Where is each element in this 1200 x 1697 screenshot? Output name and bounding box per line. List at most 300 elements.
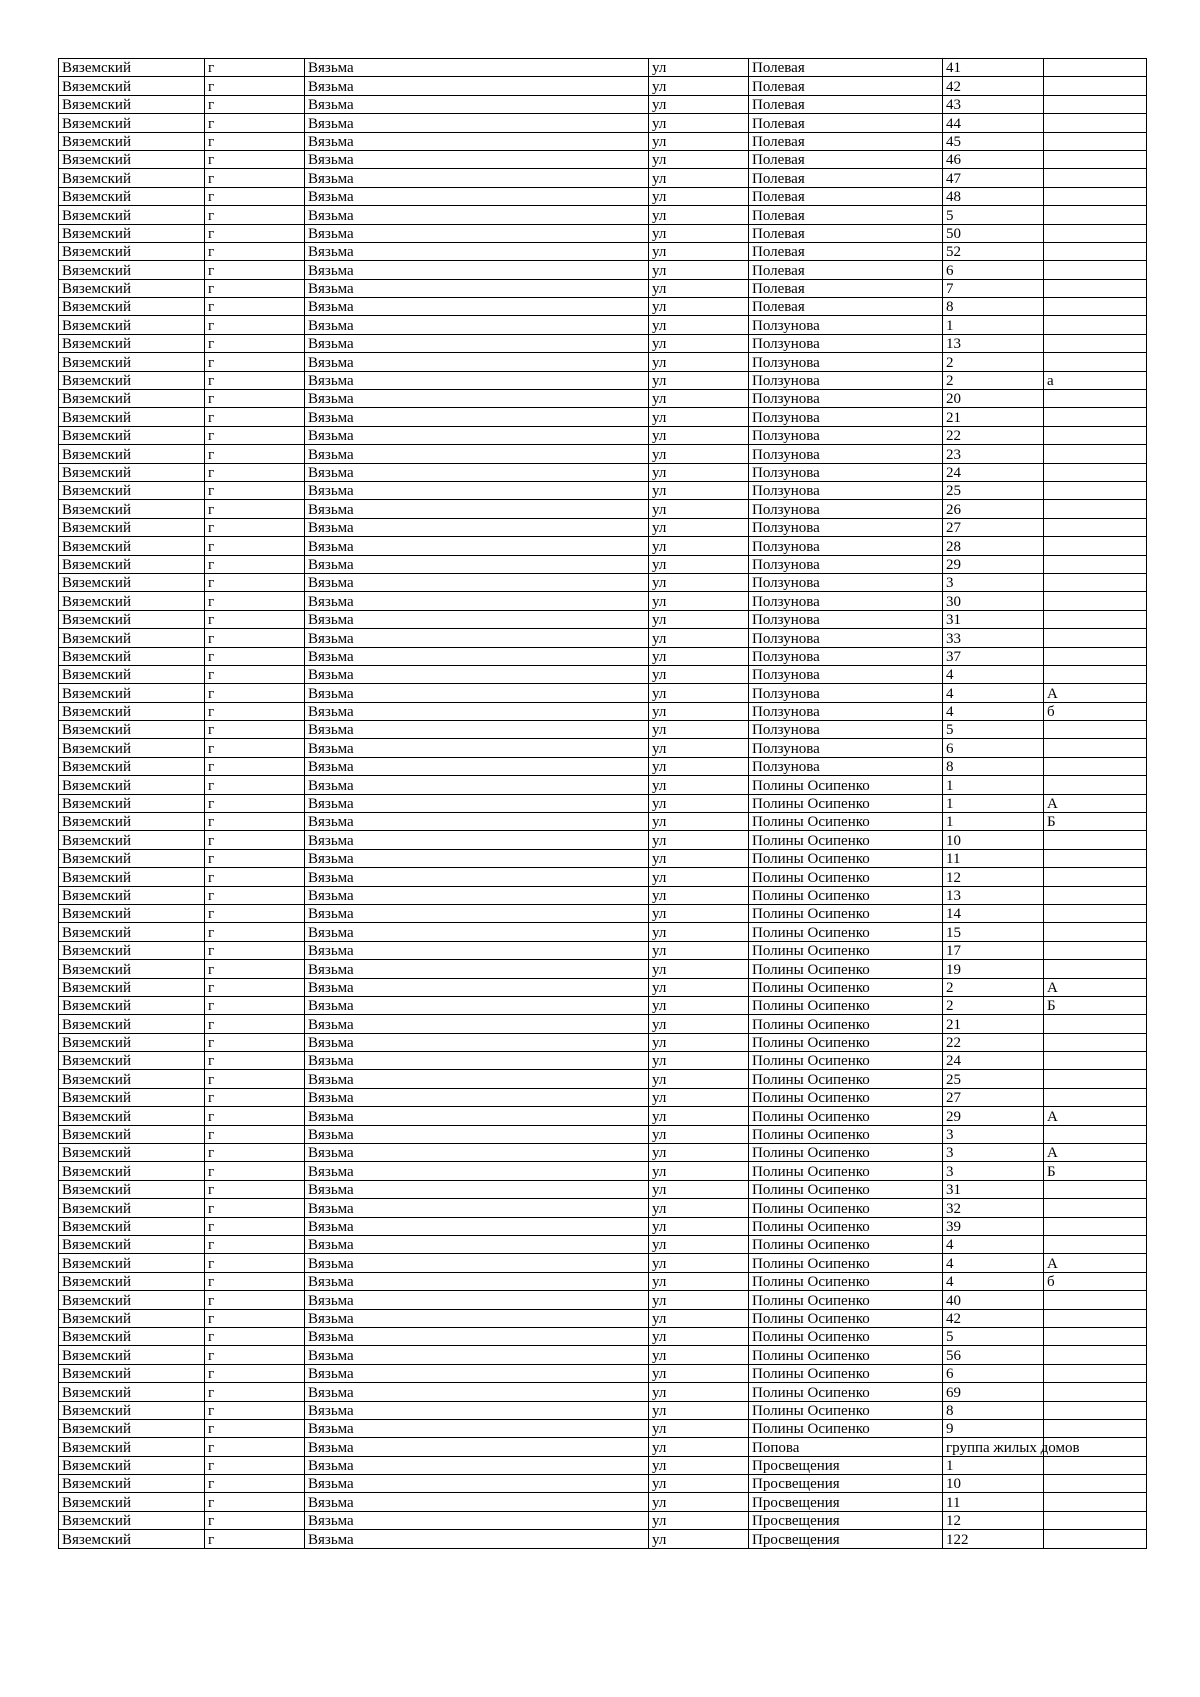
street-type-cell: ул xyxy=(649,132,749,150)
house-number-cell: 52 xyxy=(943,242,1044,260)
table-row xyxy=(59,1254,1147,1272)
locality-cell: Вязьма xyxy=(305,390,649,408)
building-letter-cell xyxy=(1044,776,1147,794)
street-type-cell: ул xyxy=(649,242,749,260)
table-row xyxy=(59,114,1147,132)
building-letter-cell xyxy=(1044,665,1147,683)
table-row xyxy=(59,1070,1147,1088)
street-cell: Полевая xyxy=(749,298,943,316)
district-cell: Вяземский xyxy=(59,1180,205,1198)
locality-type-cell: г xyxy=(205,923,305,941)
house-number-cell: 25 xyxy=(943,1070,1044,1088)
address-table xyxy=(58,58,1147,1549)
house-number-cell: группа жилых домов xyxy=(943,1438,1044,1456)
locality-cell: Вязьма xyxy=(305,996,649,1014)
building-letter-cell: А xyxy=(1044,1254,1147,1272)
house-number-cell: 39 xyxy=(943,1217,1044,1235)
street-type-cell: ул xyxy=(649,813,749,831)
locality-type-cell: г xyxy=(205,500,305,518)
locality-cell: Вязьма xyxy=(305,334,649,352)
building-letter-cell xyxy=(1044,592,1147,610)
table-row xyxy=(59,923,1147,941)
locality-type-cell: г xyxy=(205,390,305,408)
street-type-cell: ул xyxy=(649,537,749,555)
street-type-cell: ул xyxy=(649,408,749,426)
building-letter-cell: А xyxy=(1044,1107,1147,1125)
locality-cell: Вязьма xyxy=(305,1401,649,1419)
street-type-cell: ул xyxy=(649,206,749,224)
table-row xyxy=(59,261,1147,279)
locality-cell: Вязьма xyxy=(305,1033,649,1051)
locality-type-cell: г xyxy=(205,757,305,775)
house-number-cell: 1 xyxy=(943,794,1044,812)
house-number-cell: 3 xyxy=(943,1162,1044,1180)
table-row xyxy=(59,1438,1147,1456)
table-row xyxy=(59,739,1147,757)
district-cell: Вяземский xyxy=(59,95,205,113)
district-cell: Вяземский xyxy=(59,1088,205,1106)
locality-cell: Вязьма xyxy=(305,1254,649,1272)
street-cell: Полины Осипенко xyxy=(749,978,943,996)
street-cell: Ползунова xyxy=(749,665,943,683)
street-type-cell: ул xyxy=(649,996,749,1014)
table-row xyxy=(59,463,1147,481)
street-cell: Просвещения xyxy=(749,1456,943,1474)
house-number-cell: 14 xyxy=(943,904,1044,922)
street-cell: Ползунова xyxy=(749,647,943,665)
locality-type-cell: г xyxy=(205,1236,305,1254)
building-letter-cell xyxy=(1044,426,1147,444)
locality-type-cell: г xyxy=(205,481,305,499)
street-type-cell: ул xyxy=(649,371,749,389)
street-cell: Просвещения xyxy=(749,1493,943,1511)
street-type-cell: ул xyxy=(649,629,749,647)
building-letter-cell xyxy=(1044,1346,1147,1364)
locality-type-cell: г xyxy=(205,1217,305,1235)
table-row xyxy=(59,1236,1147,1254)
street-type-cell: ул xyxy=(649,1291,749,1309)
table-row xyxy=(59,1493,1147,1511)
street-cell: Полевая xyxy=(749,95,943,113)
table-row xyxy=(59,1144,1147,1162)
table-row xyxy=(59,316,1147,334)
district-cell: Вяземский xyxy=(59,1199,205,1217)
house-number-cell: 24 xyxy=(943,463,1044,481)
locality-type-cell: г xyxy=(205,610,305,628)
locality-type-cell: г xyxy=(205,702,305,720)
street-type-cell: ул xyxy=(649,610,749,628)
locality-type-cell: г xyxy=(205,426,305,444)
street-cell: Ползунова xyxy=(749,316,943,334)
locality-type-cell: г xyxy=(205,1364,305,1382)
district-cell: Вяземский xyxy=(59,169,205,187)
building-letter-cell xyxy=(1044,132,1147,150)
street-type-cell: ул xyxy=(649,665,749,683)
street-type-cell: ул xyxy=(649,445,749,463)
district-cell: Вяземский xyxy=(59,481,205,499)
locality-cell: Вязьма xyxy=(305,1475,649,1493)
street-type-cell: ул xyxy=(649,1401,749,1419)
locality-cell: Вязьма xyxy=(305,1419,649,1437)
district-cell: Вяземский xyxy=(59,1383,205,1401)
street-type-cell: ул xyxy=(649,59,749,77)
locality-cell: Вязьма xyxy=(305,721,649,739)
building-letter-cell xyxy=(1044,960,1147,978)
street-cell: Полины Осипенко xyxy=(749,1401,943,1419)
locality-cell: Вязьма xyxy=(305,481,649,499)
street-cell: Полевая xyxy=(749,224,943,242)
street-type-cell: ул xyxy=(649,978,749,996)
district-cell: Вяземский xyxy=(59,1162,205,1180)
table-row xyxy=(59,1401,1147,1419)
street-cell: Полины Осипенко xyxy=(749,868,943,886)
table-row xyxy=(59,1309,1147,1327)
street-type-cell: ул xyxy=(649,261,749,279)
street-cell: Ползунова xyxy=(749,721,943,739)
street-type-cell: ул xyxy=(649,1346,749,1364)
district-cell: Вяземский xyxy=(59,206,205,224)
street-type-cell: ул xyxy=(649,1088,749,1106)
street-type-cell: ул xyxy=(649,757,749,775)
street-cell: Ползунова xyxy=(749,537,943,555)
house-number-cell: 22 xyxy=(943,1033,1044,1051)
house-number-cell: 19 xyxy=(943,960,1044,978)
table-row xyxy=(59,242,1147,260)
district-cell: Вяземский xyxy=(59,1493,205,1511)
locality-type-cell: г xyxy=(205,279,305,297)
house-number-cell: 6 xyxy=(943,261,1044,279)
building-letter-cell xyxy=(1044,1475,1147,1493)
locality-type-cell: г xyxy=(205,1125,305,1143)
locality-cell: Вязьма xyxy=(305,445,649,463)
locality-cell: Вязьма xyxy=(305,279,649,297)
street-type-cell: ул xyxy=(649,1511,749,1529)
street-type-cell: ул xyxy=(649,1236,749,1254)
table-row xyxy=(59,1033,1147,1051)
street-cell: Просвещения xyxy=(749,1475,943,1493)
locality-type-cell: г xyxy=(205,978,305,996)
building-letter-cell xyxy=(1044,849,1147,867)
district-cell: Вяземский xyxy=(59,187,205,205)
locality-cell: Вязьма xyxy=(305,573,649,591)
building-letter-cell xyxy=(1044,1199,1147,1217)
table-row xyxy=(59,95,1147,113)
locality-cell: Вязьма xyxy=(305,1530,649,1548)
street-type-cell: ул xyxy=(649,1419,749,1437)
locality-cell: Вязьма xyxy=(305,1088,649,1106)
street-type-cell: ул xyxy=(649,923,749,941)
street-type-cell: ул xyxy=(649,1199,749,1217)
street-type-cell: ул xyxy=(649,1254,749,1272)
street-type-cell: ул xyxy=(649,849,749,867)
district-cell: Вяземский xyxy=(59,721,205,739)
house-number-cell: 8 xyxy=(943,757,1044,775)
building-letter-cell: А xyxy=(1044,978,1147,996)
building-letter-cell xyxy=(1044,95,1147,113)
street-type-cell: ул xyxy=(649,1327,749,1345)
street-cell: Ползунова xyxy=(749,610,943,628)
street-cell: Полины Осипенко xyxy=(749,996,943,1014)
locality-type-cell: г xyxy=(205,1309,305,1327)
street-cell: Просвещения xyxy=(749,1511,943,1529)
street-cell: Ползунова xyxy=(749,555,943,573)
house-number-cell: 6 xyxy=(943,739,1044,757)
locality-cell: Вязьма xyxy=(305,95,649,113)
locality-type-cell: г xyxy=(205,463,305,481)
locality-type-cell: г xyxy=(205,316,305,334)
building-letter-cell: а xyxy=(1044,371,1147,389)
locality-cell: Вязьма xyxy=(305,1070,649,1088)
street-type-cell: ул xyxy=(649,224,749,242)
building-letter-cell xyxy=(1044,1236,1147,1254)
building-letter-cell xyxy=(1044,114,1147,132)
street-cell: Полины Осипенко xyxy=(749,813,943,831)
street-type-cell: ул xyxy=(649,1107,749,1125)
house-number-cell: 5 xyxy=(943,721,1044,739)
street-cell: Полины Осипенко xyxy=(749,1015,943,1033)
district-cell: Вяземский xyxy=(59,831,205,849)
locality-type-cell: г xyxy=(205,1493,305,1511)
building-letter-cell xyxy=(1044,831,1147,849)
table-row xyxy=(59,978,1147,996)
locality-cell: Вязьма xyxy=(305,77,649,95)
locality-type-cell: г xyxy=(205,1383,305,1401)
locality-cell: Вязьма xyxy=(305,1125,649,1143)
house-number-cell: 3 xyxy=(943,1125,1044,1143)
locality-type-cell: г xyxy=(205,831,305,849)
street-type-cell: ул xyxy=(649,1438,749,1456)
locality-cell: Вязьма xyxy=(305,960,649,978)
table-row xyxy=(59,500,1147,518)
district-cell: Вяземский xyxy=(59,390,205,408)
locality-cell: Вязьма xyxy=(305,978,649,996)
district-cell: Вяземский xyxy=(59,1217,205,1235)
locality-cell: Вязьма xyxy=(305,224,649,242)
building-letter-cell xyxy=(1044,886,1147,904)
street-cell: Ползунова xyxy=(749,353,943,371)
building-letter-cell xyxy=(1044,242,1147,260)
house-number-cell: 1 xyxy=(943,316,1044,334)
street-cell: Ползунова xyxy=(749,500,943,518)
house-number-cell: 30 xyxy=(943,592,1044,610)
street-cell: Полины Осипенко xyxy=(749,1236,943,1254)
locality-cell: Вязьма xyxy=(305,1309,649,1327)
locality-cell: Вязьма xyxy=(305,1162,649,1180)
house-number-cell: 6 xyxy=(943,1364,1044,1382)
street-type-cell: ул xyxy=(649,114,749,132)
street-type-cell: ул xyxy=(649,684,749,702)
district-cell: Вяземский xyxy=(59,573,205,591)
house-number-cell: 25 xyxy=(943,481,1044,499)
building-letter-cell xyxy=(1044,408,1147,426)
locality-type-cell: г xyxy=(205,573,305,591)
street-type-cell: ул xyxy=(649,481,749,499)
table-row xyxy=(59,224,1147,242)
locality-type-cell: г xyxy=(205,1530,305,1548)
street-type-cell: ул xyxy=(649,1015,749,1033)
locality-cell: Вязьма xyxy=(305,1272,649,1290)
street-cell: Полины Осипенко xyxy=(749,1162,943,1180)
house-number-cell: 23 xyxy=(943,445,1044,463)
street-type-cell: ул xyxy=(649,334,749,352)
district-cell: Вяземский xyxy=(59,1125,205,1143)
house-number-cell: 13 xyxy=(943,334,1044,352)
table-row xyxy=(59,757,1147,775)
district-cell: Вяземский xyxy=(59,923,205,941)
house-number-cell: 1 xyxy=(943,1456,1044,1474)
locality-type-cell: г xyxy=(205,261,305,279)
locality-type-cell: г xyxy=(205,371,305,389)
locality-type-cell: г xyxy=(205,592,305,610)
locality-cell: Вязьма xyxy=(305,408,649,426)
street-cell: Полины Осипенко xyxy=(749,1291,943,1309)
district-cell: Вяземский xyxy=(59,426,205,444)
table-row xyxy=(59,960,1147,978)
locality-type-cell: г xyxy=(205,1272,305,1290)
locality-cell: Вязьма xyxy=(305,463,649,481)
street-type-cell: ул xyxy=(649,941,749,959)
house-number-cell: 10 xyxy=(943,831,1044,849)
house-number-cell: 4 xyxy=(943,702,1044,720)
locality-type-cell: г xyxy=(205,95,305,113)
building-letter-cell xyxy=(1044,1088,1147,1106)
building-letter-cell xyxy=(1044,445,1147,463)
street-type-cell: ул xyxy=(649,886,749,904)
house-number-cell: 27 xyxy=(943,518,1044,536)
table-row xyxy=(59,334,1147,352)
street-cell: Полевая xyxy=(749,59,943,77)
street-cell: Полевая xyxy=(749,150,943,168)
district-cell: Вяземский xyxy=(59,629,205,647)
district-cell: Вяземский xyxy=(59,886,205,904)
building-letter-cell xyxy=(1044,316,1147,334)
building-letter-cell: А xyxy=(1044,1144,1147,1162)
house-number-cell: 15 xyxy=(943,923,1044,941)
district-cell: Вяземский xyxy=(59,592,205,610)
district-cell: Вяземский xyxy=(59,1236,205,1254)
locality-type-cell: г xyxy=(205,1419,305,1437)
table-row xyxy=(59,1107,1147,1125)
house-number-cell: 8 xyxy=(943,298,1044,316)
table-row xyxy=(59,1272,1147,1290)
street-cell: Полины Осипенко xyxy=(749,1180,943,1198)
locality-cell: Вязьма xyxy=(305,59,649,77)
building-letter-cell xyxy=(1044,206,1147,224)
locality-cell: Вязьма xyxy=(305,1144,649,1162)
street-cell: Полины Осипенко xyxy=(749,1199,943,1217)
building-letter-cell xyxy=(1044,647,1147,665)
street-cell: Попова xyxy=(749,1438,943,1456)
table-row xyxy=(59,1419,1147,1437)
locality-cell: Вязьма xyxy=(305,757,649,775)
locality-type-cell: г xyxy=(205,114,305,132)
house-number-cell: 37 xyxy=(943,647,1044,665)
table-row xyxy=(59,132,1147,150)
locality-type-cell: г xyxy=(205,794,305,812)
street-cell: Ползунова xyxy=(749,573,943,591)
house-number-cell: 43 xyxy=(943,95,1044,113)
street-type-cell: ул xyxy=(649,831,749,849)
locality-type-cell: г xyxy=(205,555,305,573)
building-letter-cell xyxy=(1044,573,1147,591)
locality-cell: Вязьма xyxy=(305,169,649,187)
street-cell: Полины Осипенко xyxy=(749,1217,943,1235)
district-cell: Вяземский xyxy=(59,1254,205,1272)
street-type-cell: ул xyxy=(649,1493,749,1511)
locality-cell: Вязьма xyxy=(305,1364,649,1382)
street-cell: Полины Осипенко xyxy=(749,1383,943,1401)
street-cell: Ползунова xyxy=(749,629,943,647)
street-type-cell: ул xyxy=(649,150,749,168)
house-number-cell: 26 xyxy=(943,500,1044,518)
district-cell: Вяземский xyxy=(59,1419,205,1437)
locality-cell: Вязьма xyxy=(305,702,649,720)
street-cell: Полевая xyxy=(749,77,943,95)
table-row xyxy=(59,610,1147,628)
district-cell: Вяземский xyxy=(59,1475,205,1493)
street-type-cell: ул xyxy=(649,868,749,886)
building-letter-cell xyxy=(1044,868,1147,886)
locality-cell: Вязьма xyxy=(305,886,649,904)
house-number-cell: 4 xyxy=(943,1254,1044,1272)
district-cell: Вяземский xyxy=(59,904,205,922)
district-cell: Вяземский xyxy=(59,1070,205,1088)
district-cell: Вяземский xyxy=(59,1309,205,1327)
locality-type-cell: г xyxy=(205,886,305,904)
street-cell: Ползунова xyxy=(749,684,943,702)
building-letter-cell xyxy=(1044,518,1147,536)
street-type-cell: ул xyxy=(649,1070,749,1088)
house-number-cell: 5 xyxy=(943,1327,1044,1345)
locality-type-cell: г xyxy=(205,776,305,794)
locality-cell: Вязьма xyxy=(305,868,649,886)
locality-cell: Вязьма xyxy=(305,426,649,444)
street-type-cell: ул xyxy=(649,169,749,187)
street-cell: Ползунова xyxy=(749,481,943,499)
locality-cell: Вязьма xyxy=(305,647,649,665)
locality-cell: Вязьма xyxy=(305,739,649,757)
locality-type-cell: г xyxy=(205,813,305,831)
table-row xyxy=(59,187,1147,205)
locality-cell: Вязьма xyxy=(305,298,649,316)
locality-type-cell: г xyxy=(205,1327,305,1345)
street-cell: Полины Осипенко xyxy=(749,1070,943,1088)
locality-cell: Вязьма xyxy=(305,261,649,279)
street-type-cell: ул xyxy=(649,1456,749,1474)
street-cell: Полины Осипенко xyxy=(749,941,943,959)
locality-cell: Вязьма xyxy=(305,371,649,389)
locality-type-cell: г xyxy=(205,849,305,867)
district-cell: Вяземский xyxy=(59,224,205,242)
street-cell: Полины Осипенко xyxy=(749,960,943,978)
locality-type-cell: г xyxy=(205,169,305,187)
locality-type-cell: г xyxy=(205,132,305,150)
building-letter-cell xyxy=(1044,1364,1147,1382)
street-cell: Полины Осипенко xyxy=(749,1346,943,1364)
street-type-cell: ул xyxy=(649,518,749,536)
house-number-cell: 9 xyxy=(943,1419,1044,1437)
locality-type-cell: г xyxy=(205,1107,305,1125)
district-cell: Вяземский xyxy=(59,1107,205,1125)
district-cell: Вяземский xyxy=(59,150,205,168)
building-letter-cell xyxy=(1044,353,1147,371)
locality-cell: Вязьма xyxy=(305,904,649,922)
building-letter-cell: Б xyxy=(1044,1162,1147,1180)
table-row xyxy=(59,702,1147,720)
building-letter-cell: А xyxy=(1044,794,1147,812)
locality-cell: Вязьма xyxy=(305,665,649,683)
building-letter-cell: Б xyxy=(1044,996,1147,1014)
